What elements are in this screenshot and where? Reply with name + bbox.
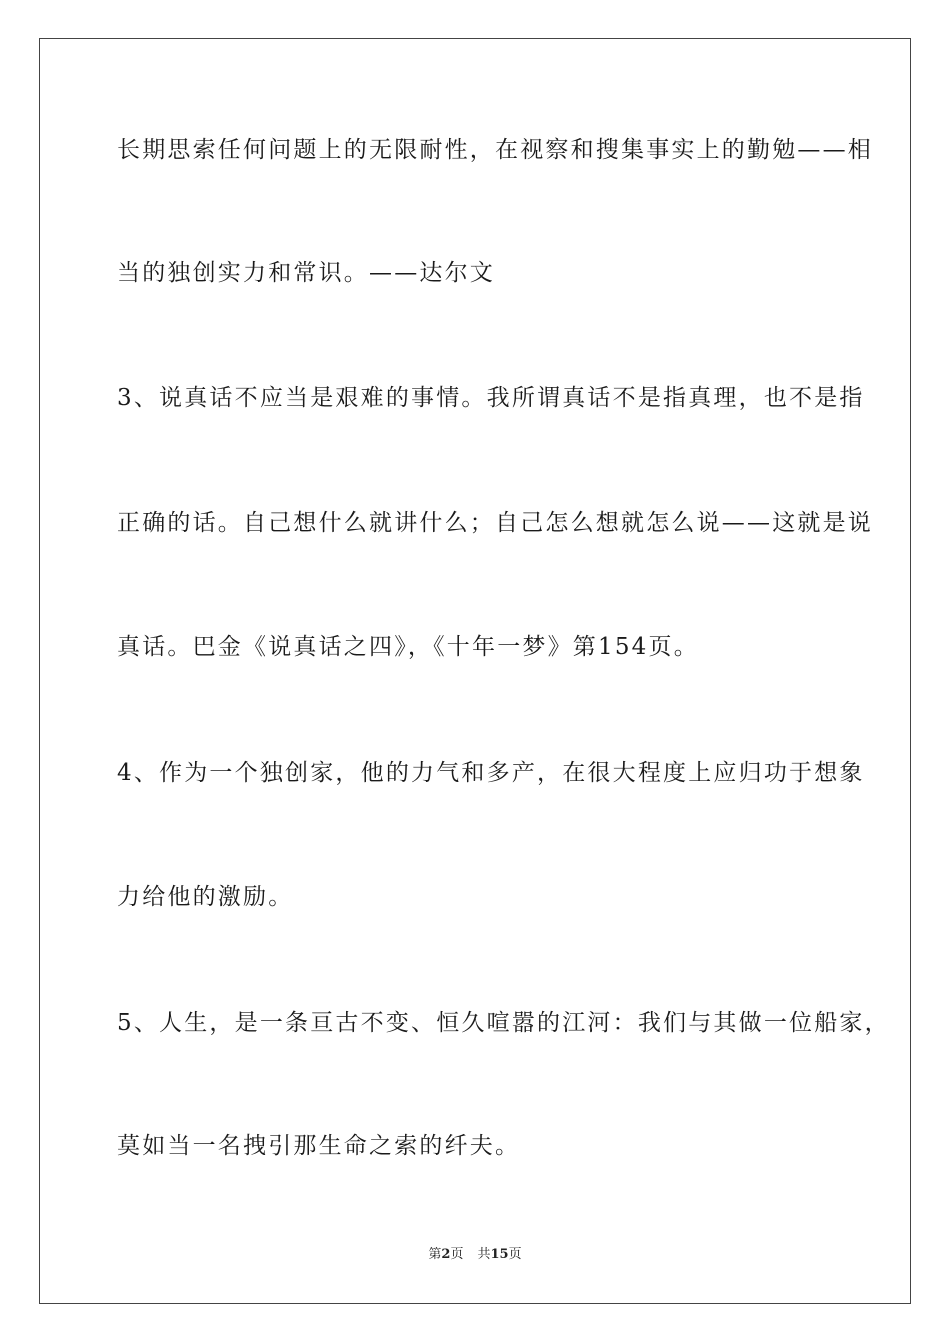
text-line: 4、作为一个独创家，他的力气和多产，在很大程度上应归功于想象 xyxy=(117,760,865,786)
text-line: 5、人生，是一条亘古不变、恒久喧嚣的江河：我们与其做一位船家， xyxy=(117,1010,890,1036)
text-line: 莫如当一名拽引那生命之索的纤夫。 xyxy=(117,1133,521,1159)
total-pages: 15 xyxy=(490,1247,509,1262)
page-label-prefix: 第 xyxy=(428,1247,442,1262)
page-number: 2 xyxy=(441,1247,451,1262)
page-frame xyxy=(39,38,911,1304)
text-line: 长期思索任何问题上的无限耐性，在视察和搜集事实上的勤勉——相 xyxy=(117,137,873,163)
page-footer xyxy=(0,1246,950,1264)
text-line: 真话。巴金《说真话之四》，《十年一梦》第154页。 xyxy=(117,634,699,660)
text-line: 3、说真话不应当是艰难的事情。我所谓真话不是指真理，也不是指 xyxy=(117,385,865,411)
text-line: 正确的话。自己想什么就讲什么；自己怎么想就怎么说——这就是说 xyxy=(117,510,873,536)
total-label-prefix: 共 xyxy=(477,1247,491,1262)
total-label-suffix: 页 xyxy=(508,1247,522,1262)
text-line: 力给他的激励。 xyxy=(117,884,294,910)
page-label-suffix: 页 xyxy=(450,1247,464,1262)
text-line: 当的独创实力和常识。——达尔文 xyxy=(117,260,495,286)
